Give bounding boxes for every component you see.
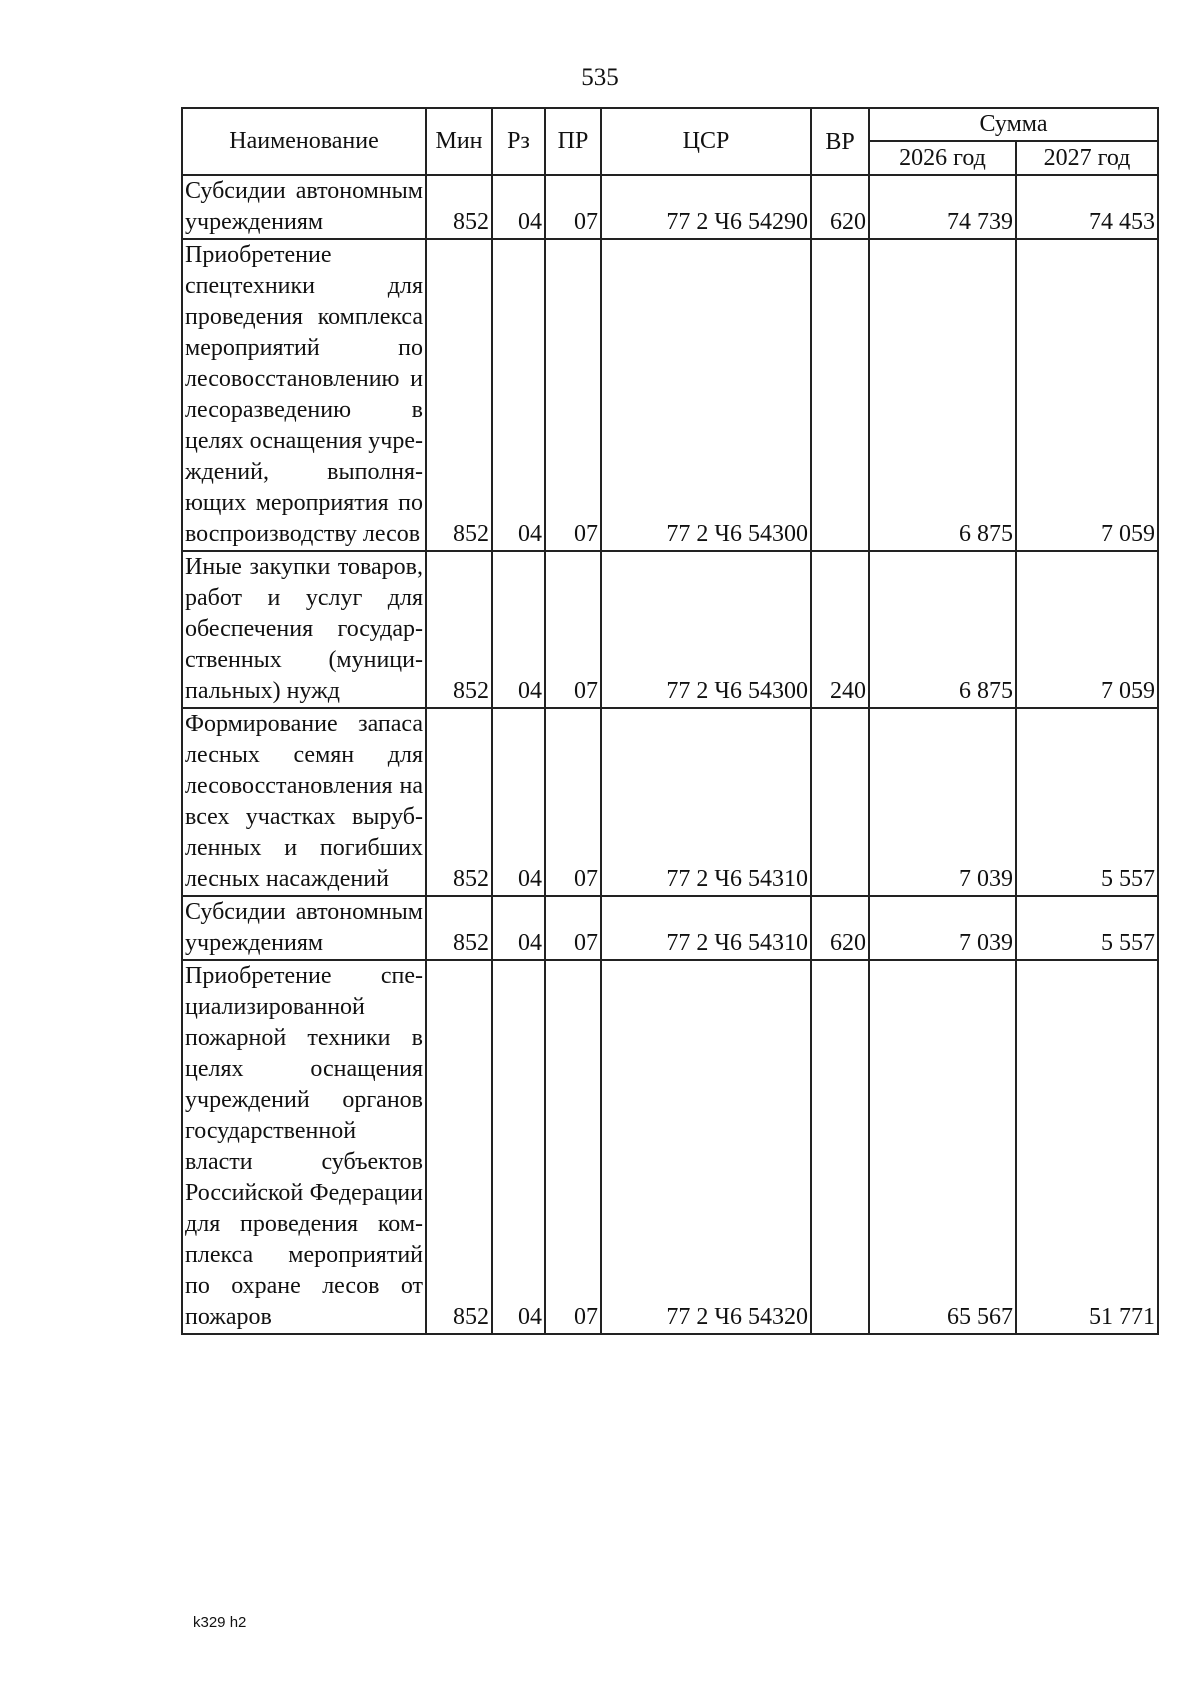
table-row	[182, 551, 1158, 708]
cell-name: Субсидии автономным учреждениям	[182, 896, 426, 960]
cell-pr: 07	[545, 960, 601, 1334]
cell-rz: 04	[492, 960, 545, 1334]
table-row	[182, 708, 1158, 896]
cell-min: 852	[426, 960, 492, 1334]
cell-pr: 07	[545, 708, 601, 896]
cell-2026: 65 567	[869, 960, 1016, 1334]
cell-rz: 04	[492, 896, 545, 960]
header-vr: ВР	[811, 108, 869, 175]
header-csr: ЦСР	[601, 108, 811, 175]
cell-vr	[811, 708, 869, 896]
header-name: Наименование	[182, 108, 426, 175]
cell-csr: 77 2 Ч6 54300	[601, 551, 811, 708]
header-2027: 2027 год	[1016, 141, 1158, 175]
cell-vr: 620	[811, 896, 869, 960]
cell-2026: 7 039	[869, 708, 1016, 896]
cell-name: Приобретение спецтехники для проведения комплекса мероприятий по лесовосстановлению и лесоразведению в целях оснащения учреждений, выполняющих мероприятия по воспроизводству лесов	[182, 239, 426, 551]
footer-code: k329 h2	[193, 1614, 247, 1631]
cell-name: Субсидии автономным учреждениям	[182, 175, 426, 239]
cell-rz: 04	[492, 175, 545, 239]
cell-pr: 07	[545, 896, 601, 960]
cell-rz: 04	[492, 239, 545, 551]
cell-2027: 5 557	[1016, 708, 1158, 896]
cell-pr: 07	[545, 551, 601, 708]
budget-table	[181, 107, 1159, 1335]
cell-2027: 7 059	[1016, 239, 1158, 551]
page-number: 535	[581, 64, 619, 91]
table-row	[182, 896, 1158, 960]
cell-min: 852	[426, 708, 492, 896]
cell-name: Формирование запаса лесных семян для лесовосстановления на всех участках вырубленных и погибших лесных насаждений	[182, 708, 426, 896]
header-min: Мин	[426, 108, 492, 175]
table-row	[182, 960, 1158, 1334]
cell-csr: 77 2 Ч6 54310	[601, 896, 811, 960]
cell-2026: 74 739	[869, 175, 1016, 239]
cell-vr: 240	[811, 551, 869, 708]
cell-pr: 07	[545, 175, 601, 239]
table-row	[182, 239, 1158, 551]
cell-vr	[811, 960, 869, 1334]
cell-pr: 07	[545, 239, 601, 551]
cell-min: 852	[426, 896, 492, 960]
cell-csr: 77 2 Ч6 54310	[601, 708, 811, 896]
cell-name: Приобретение специализированной пожарной техники в целях оснащения учреждений органов государственной власти субъектов Российской Федерации для проведения комплекса мероприятий по охране лесов от пожаров	[182, 960, 426, 1334]
cell-csr: 77 2 Ч6 54300	[601, 239, 811, 551]
cell-rz: 04	[492, 708, 545, 896]
header-2026: 2026 год	[869, 141, 1016, 175]
cell-min: 852	[426, 551, 492, 708]
cell-2027: 74 453	[1016, 175, 1158, 239]
cell-min: 852	[426, 175, 492, 239]
table-row	[182, 175, 1158, 239]
header-pr: ПР	[545, 108, 601, 175]
cell-vr	[811, 239, 869, 551]
cell-2026: 6 875	[869, 239, 1016, 551]
header-sum: Сумма	[869, 108, 1158, 141]
cell-name: Иные закупки товаров, работ и услуг для обеспечения государственных (муниципальных) нужд	[182, 551, 426, 708]
cell-2027: 7 059	[1016, 551, 1158, 708]
cell-2027: 5 557	[1016, 896, 1158, 960]
cell-2027: 51 771	[1016, 960, 1158, 1334]
cell-csr: 77 2 Ч6 54320	[601, 960, 811, 1334]
cell-2026: 7 039	[869, 896, 1016, 960]
cell-2026: 6 875	[869, 551, 1016, 708]
cell-rz: 04	[492, 551, 545, 708]
table-header	[182, 108, 1158, 175]
cell-csr: 77 2 Ч6 54290	[601, 175, 811, 239]
cell-min: 852	[426, 239, 492, 551]
table-body	[182, 175, 1158, 1334]
cell-vr: 620	[811, 175, 869, 239]
header-rz: Рз	[492, 108, 545, 175]
